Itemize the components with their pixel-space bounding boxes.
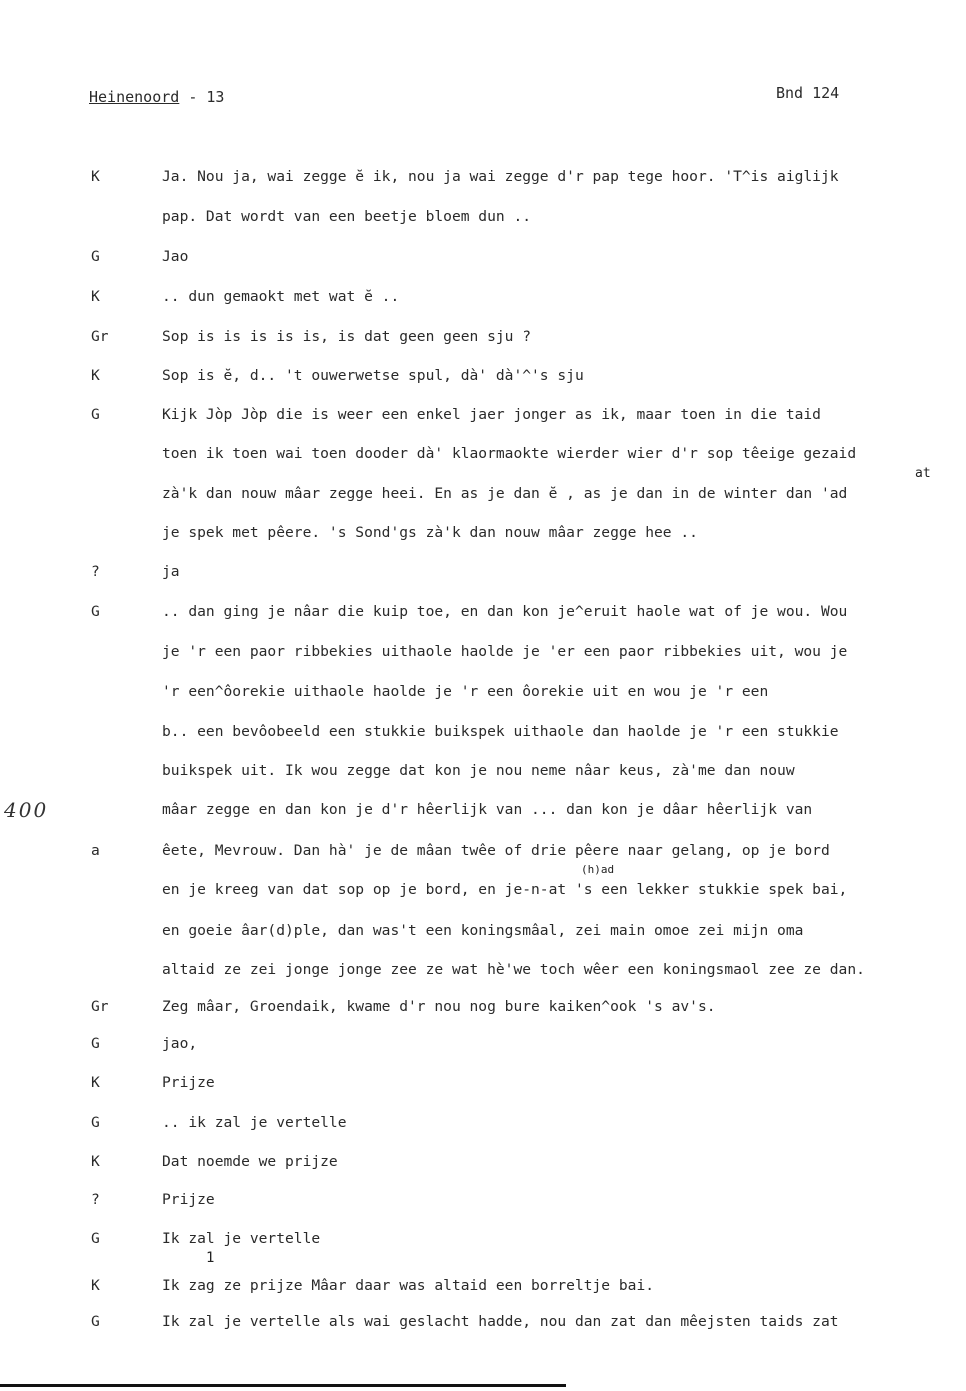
transcript-line [0,1114,966,1136]
utterance-text: buikspek uit. Ik wou zegge dat kon je nou neme nâar keus, zà'me dan nouw [162,762,795,779]
utterance-text: Ik zal je vertelle [162,1230,321,1247]
utterance-text: mâar zegge en dan kon je d'r hêerlijk van ... dan kon je dâar hêerlijk van [162,801,813,818]
utterance-text: .. dun gemaokt met wat ĕ .. [162,288,400,305]
utterance-text: Ik zag ze prijze Mâar daar was altaid een borreltje bai. [162,1277,655,1294]
transcript-line [0,922,966,944]
utterance-text: zà'k dan nouw mâar zegge heei. En as je dan ĕ , as je dan in de winter dan 'ad [162,485,848,502]
transcript-line [0,367,966,389]
utterance-text: pap. Dat wordt van een beetje bloem dun .. [162,208,532,225]
transcript-line [0,168,966,190]
transcript-line [0,1074,966,1096]
transcript-line [0,723,966,745]
speaker-label: K [91,1074,100,1091]
place-name: Heinenoord [89,88,180,106]
transcript-line [0,683,966,705]
utterance-text: Ik zal je vertelle als wai geslacht hadde, nou dan zat dan mêejsten taids zat [162,1313,839,1330]
transcript-line [0,998,966,1020]
utterance-text: 'r een^ôorekie uithaole haolde je 'r een ôorekie uit en wou je 'r een [162,683,769,700]
page-header-left [89,88,224,106]
transcript-line [0,563,966,585]
transcript-line [0,485,966,507]
transcript-line [0,328,966,350]
utterance-text: toen ik toen wai toen dooder dà' klaormaokte wierder wier d'r sop têeige gezaid [162,445,857,462]
annotation-had: (h)ad [581,863,615,876]
transcript-line [0,881,966,903]
utterance-text: Prijze [162,1191,215,1208]
utterance-text: Ja. Nou ja, wai zegge ĕ ik, nou ja wai zegge d'r pap tege hoor. 'T^is aiglijk [162,168,839,185]
utterance-text: jao, [162,1035,198,1052]
transcript-line [0,1035,966,1057]
speaker-label: G [91,1035,100,1052]
annotation-at: at [915,466,931,481]
utterance-text: en goeie âar(d)ple, dan was't een koningsmâal, zei main omoe zei mijn oma [162,922,804,939]
utterance-text: b.. een bevôobeeld een stukkie buikspek uithaole dan haolde je 'r een stukkie [162,723,839,740]
band-number: Bnd 124 [776,84,840,102]
transcript-line [0,801,966,823]
speaker-label: Gr [91,998,109,1015]
transcript-line [0,1313,966,1335]
transcript-line [0,1191,966,1213]
transcript-line [0,208,966,230]
utterance-text: êete, Mevrouw. Dan hà' je de mâan twêe of drie pêere naar gelang, op je bord [162,842,830,859]
speaker-label: K [91,168,100,185]
transcript-line [0,288,966,310]
transcript-line [0,1230,966,1252]
bottom-rule [0,1384,566,1387]
utterance-text: je spek met pêere. 's Sond'gs zà'k dan nouw mâar zegge hee .. [162,524,698,541]
speaker-label: G [91,603,100,620]
utterance-text: altaid ze zei jonge jonge zee ze wat hè'we toch wêer een koningsmaol zee ze dan. [162,961,865,978]
speaker-label: ? [91,1191,100,1208]
transcript-line [0,248,966,270]
transcript-line [0,1277,966,1299]
transcript-line [0,603,966,625]
margin-note: 400 [4,798,49,822]
transcript-line [0,1153,966,1175]
utterance-text: Sop is ĕ, d.. 't ouwerwetse spul, dà' dà'^'s sju [162,367,584,384]
utterance-text: je 'r een paor ribbekies uithaole haolde je 'er een paor ribbekies uit, wou je [162,643,848,660]
speaker-label: ? [91,563,100,580]
annotation-one: 1 [206,1250,215,1266]
page-number: - 13 [179,88,225,106]
speaker-label: K [91,1277,100,1294]
speaker-label: G [91,1230,100,1247]
transcript-line [0,524,966,546]
transcript-line [0,842,966,864]
speaker-label: K [91,288,100,305]
utterance-text: ja [162,563,180,580]
speaker-label: a [91,842,100,859]
utterance-text: Prijze [162,1074,215,1091]
speaker-label: G [91,248,100,265]
speaker-label: K [91,1153,100,1170]
utterance-text: .. dan ging je nâar die kuip toe, en dan kon je^eruit haole wat of je wou. Wou [162,603,848,620]
speaker-label: G [91,1114,100,1131]
speaker-label: Gr [91,328,109,345]
transcript-line [0,643,966,665]
transcript-line [0,762,966,784]
utterance-text: Jao [162,248,189,265]
utterance-text: Kijk Jòp Jòp die is weer een enkel jaer jonger as ik, maar toen in die taid [162,406,821,423]
speaker-label: K [91,367,100,384]
transcript-line [0,406,966,428]
utterance-text: .. ik zal je vertelle [162,1114,347,1131]
transcript-line [0,445,966,467]
utterance-text: Sop is is is is is, is dat geen geen sju ? [162,328,532,345]
utterance-text: en je kreeg van dat sop op je bord, en je-n-at 's een lekker stukkie spek bai, [162,881,848,898]
utterance-text: Dat noemde we prijze [162,1153,338,1170]
speaker-label: G [91,1313,100,1330]
utterance-text: Zeg mâar, Groendaik, kwame d'r nou nog bure kaiken^ook 's av's. [162,998,716,1015]
speaker-label: G [91,406,100,423]
transcript-line [0,961,966,983]
